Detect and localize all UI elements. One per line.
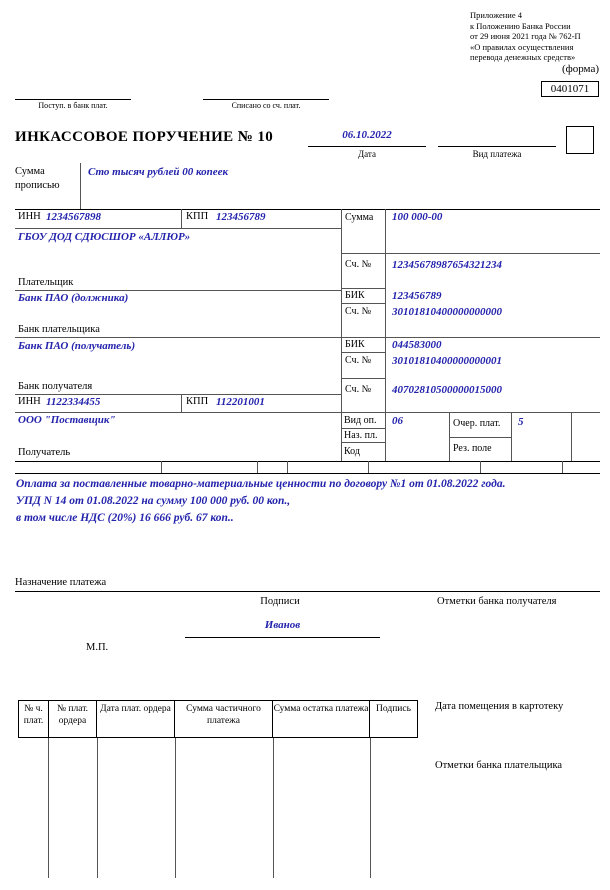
payer-name[interactable]: ГБОУ ДОД СДЮСШОР «АЛЛЮР» bbox=[18, 231, 191, 243]
amount-words-value[interactable]: Сто тысяч рублей 00 копеек bbox=[88, 166, 229, 178]
payment-kind-line bbox=[438, 146, 556, 147]
payee-section-label: Получатель bbox=[18, 447, 71, 458]
appendix-line: «О правилах осуществления bbox=[470, 41, 574, 52]
grid-line bbox=[341, 352, 385, 353]
grid-line bbox=[15, 473, 600, 474]
stamp-place-label: М.П. bbox=[86, 642, 109, 653]
grid-line bbox=[368, 461, 369, 473]
payment-purpose-code-label: Наз. пл. bbox=[344, 430, 378, 441]
col-header-signature: Подпись bbox=[376, 704, 411, 714]
payee-bank-marks-label: Отметки банка получателя bbox=[437, 596, 557, 607]
payee-bank-name[interactable]: Банк ПАО (получатель) bbox=[18, 340, 136, 352]
account-label: Сч. № bbox=[345, 355, 372, 366]
amount-words-label-1: Сумма bbox=[15, 166, 45, 177]
table-column-line bbox=[175, 738, 176, 878]
payee-bank-corr-value[interactable]: 30101810400000000001 bbox=[392, 355, 502, 367]
payee-account-value[interactable]: 40702810500000015000 bbox=[392, 384, 502, 396]
grid-line bbox=[15, 394, 341, 395]
col-header-partial-sum: Сумма частичного платежа bbox=[175, 701, 273, 737]
code-label: Код bbox=[344, 446, 360, 457]
grid-line bbox=[15, 412, 600, 413]
grid-line bbox=[449, 437, 511, 438]
table-column-line bbox=[97, 738, 98, 878]
debited-label: Списано со сч. плат. bbox=[231, 101, 301, 110]
reserve-field-label: Рез. поле bbox=[453, 443, 492, 454]
grid-line bbox=[341, 288, 385, 289]
grid-line bbox=[511, 412, 512, 461]
payee-inn-label: ИНН bbox=[18, 396, 41, 407]
payee-bank-section-label: Банк получателя bbox=[18, 381, 93, 392]
payer-account-value[interactable]: 12345678987654321234 bbox=[392, 259, 502, 271]
form-code-box: 0401071 bbox=[541, 81, 599, 97]
payer-kpp-label: КПП bbox=[186, 211, 209, 222]
payee-kpp-label: КПП bbox=[186, 396, 209, 407]
payee-inn-value[interactable]: 1122334455 bbox=[46, 396, 101, 408]
grid-line bbox=[15, 461, 600, 462]
bik-label: БИК bbox=[345, 339, 365, 350]
debited-line bbox=[203, 99, 329, 100]
document-title: ИНКАССОВОЕ ПОРУЧЕНИЕ № 10 bbox=[15, 129, 274, 145]
op-kind-label: Вид оп. bbox=[344, 415, 377, 426]
payee-name[interactable]: ООО "Поставщик" bbox=[18, 414, 116, 426]
amount-words-divider bbox=[80, 163, 81, 209]
sum-value[interactable]: 100 000-00 bbox=[392, 211, 443, 223]
account-label: Сч. № bbox=[345, 384, 372, 395]
payer-bank-name[interactable]: Банк ПАО (должника) bbox=[18, 292, 129, 304]
date-field[interactable]: 06.10.2022 bbox=[308, 129, 426, 147]
grid-line bbox=[15, 209, 600, 210]
appendix-note bbox=[470, 10, 610, 63]
card-file-date-label: Дата помещения в картотеку bbox=[435, 701, 564, 712]
forma-label: (форма) bbox=[561, 63, 599, 75]
grid-line bbox=[449, 412, 450, 461]
payee-bank-bik-value[interactable]: 044583000 bbox=[392, 339, 442, 351]
payer-bank-section-label: Банк плательщика bbox=[18, 324, 100, 335]
payer-section-label: Плательщик bbox=[18, 277, 74, 288]
purpose-line[interactable]: Оплата за поставленные товарно-материальные ценности по договору №1 от 01.08.2022 года. bbox=[16, 478, 506, 490]
purpose-line[interactable]: в том числе НДС (20%) 16 666 руб. 67 коп.. bbox=[16, 512, 234, 524]
payer-bank-bik-value[interactable]: 123456789 bbox=[392, 290, 442, 302]
purpose-underline bbox=[15, 591, 600, 592]
amount-words-label-2: прописью bbox=[15, 180, 60, 191]
grid-line bbox=[571, 412, 572, 461]
bank-received-line bbox=[15, 99, 131, 100]
grid-line bbox=[15, 228, 341, 229]
grid-line bbox=[385, 209, 386, 461]
appendix-line: к Положению Банка России bbox=[470, 20, 571, 31]
col-header-order-number: № плат. ордера bbox=[49, 701, 97, 737]
grid-line bbox=[341, 253, 600, 254]
grid-line bbox=[341, 209, 342, 461]
table-column-line bbox=[370, 738, 371, 878]
grid-line bbox=[562, 461, 563, 473]
grid-line bbox=[341, 428, 385, 429]
grid-line bbox=[341, 378, 385, 379]
grid-line bbox=[287, 461, 288, 473]
grid-line bbox=[15, 337, 600, 338]
col-header-order-date: Дата плат. ордера bbox=[97, 701, 175, 737]
priority-label: Очер. плат. bbox=[453, 418, 501, 429]
grid-line bbox=[15, 290, 341, 291]
payer-bank-corr-value[interactable]: 30101810400000000000 bbox=[392, 306, 502, 318]
payer-kpp-value[interactable]: 123456789 bbox=[216, 211, 266, 223]
date-label: Дата bbox=[358, 149, 376, 159]
payee-kpp-value[interactable]: 112201001 bbox=[216, 396, 265, 408]
grid-line bbox=[161, 461, 162, 473]
payment-kind-label: Вид платежа bbox=[472, 149, 522, 159]
appendix-line: перевода денежных средств» bbox=[470, 52, 576, 62]
payer-inn-value[interactable]: 1234567898 bbox=[46, 211, 101, 223]
table-column-line bbox=[48, 738, 49, 878]
bank-received-label: Поступ. в банк плат. bbox=[38, 101, 108, 110]
appendix-line: Приложение 4 bbox=[470, 10, 522, 20]
bik-label: БИК bbox=[345, 290, 365, 301]
grid-line bbox=[341, 442, 385, 443]
op-kind-value[interactable]: 06 bbox=[392, 415, 403, 427]
payer-bank-marks-label: Отметки банка плательщика bbox=[435, 760, 563, 771]
account-label: Сч. № bbox=[345, 259, 372, 270]
payer-inn-label: ИНН bbox=[18, 211, 41, 222]
partial-payments-header bbox=[18, 700, 418, 738]
col-header-partial-number: № ч. плат. bbox=[19, 701, 49, 737]
grid-line bbox=[257, 461, 258, 473]
grid-line bbox=[181, 209, 182, 228]
grid-line bbox=[341, 303, 385, 304]
signatures-label: Подписи bbox=[260, 596, 300, 607]
purpose-line[interactable]: УПД N 14 от 01.08.2022 на сумму 100 000 руб. 00 коп., bbox=[16, 495, 291, 507]
priority-value[interactable]: 5 bbox=[518, 416, 524, 428]
grid-line bbox=[480, 461, 481, 473]
col-header-remainder-sum: Сумма остатка платежа bbox=[273, 701, 370, 737]
account-label: Сч. № bbox=[345, 306, 372, 317]
appendix-line: от 29 июня 2021 года № 762-П bbox=[470, 31, 581, 41]
table-column-line bbox=[273, 738, 274, 878]
grid-line bbox=[181, 394, 182, 412]
signature-field[interactable]: Иванов bbox=[185, 619, 380, 638]
sum-label: Сумма bbox=[345, 212, 374, 223]
purpose-section-label: Назначение платежа bbox=[15, 577, 107, 588]
empty-mark-box bbox=[566, 126, 594, 154]
